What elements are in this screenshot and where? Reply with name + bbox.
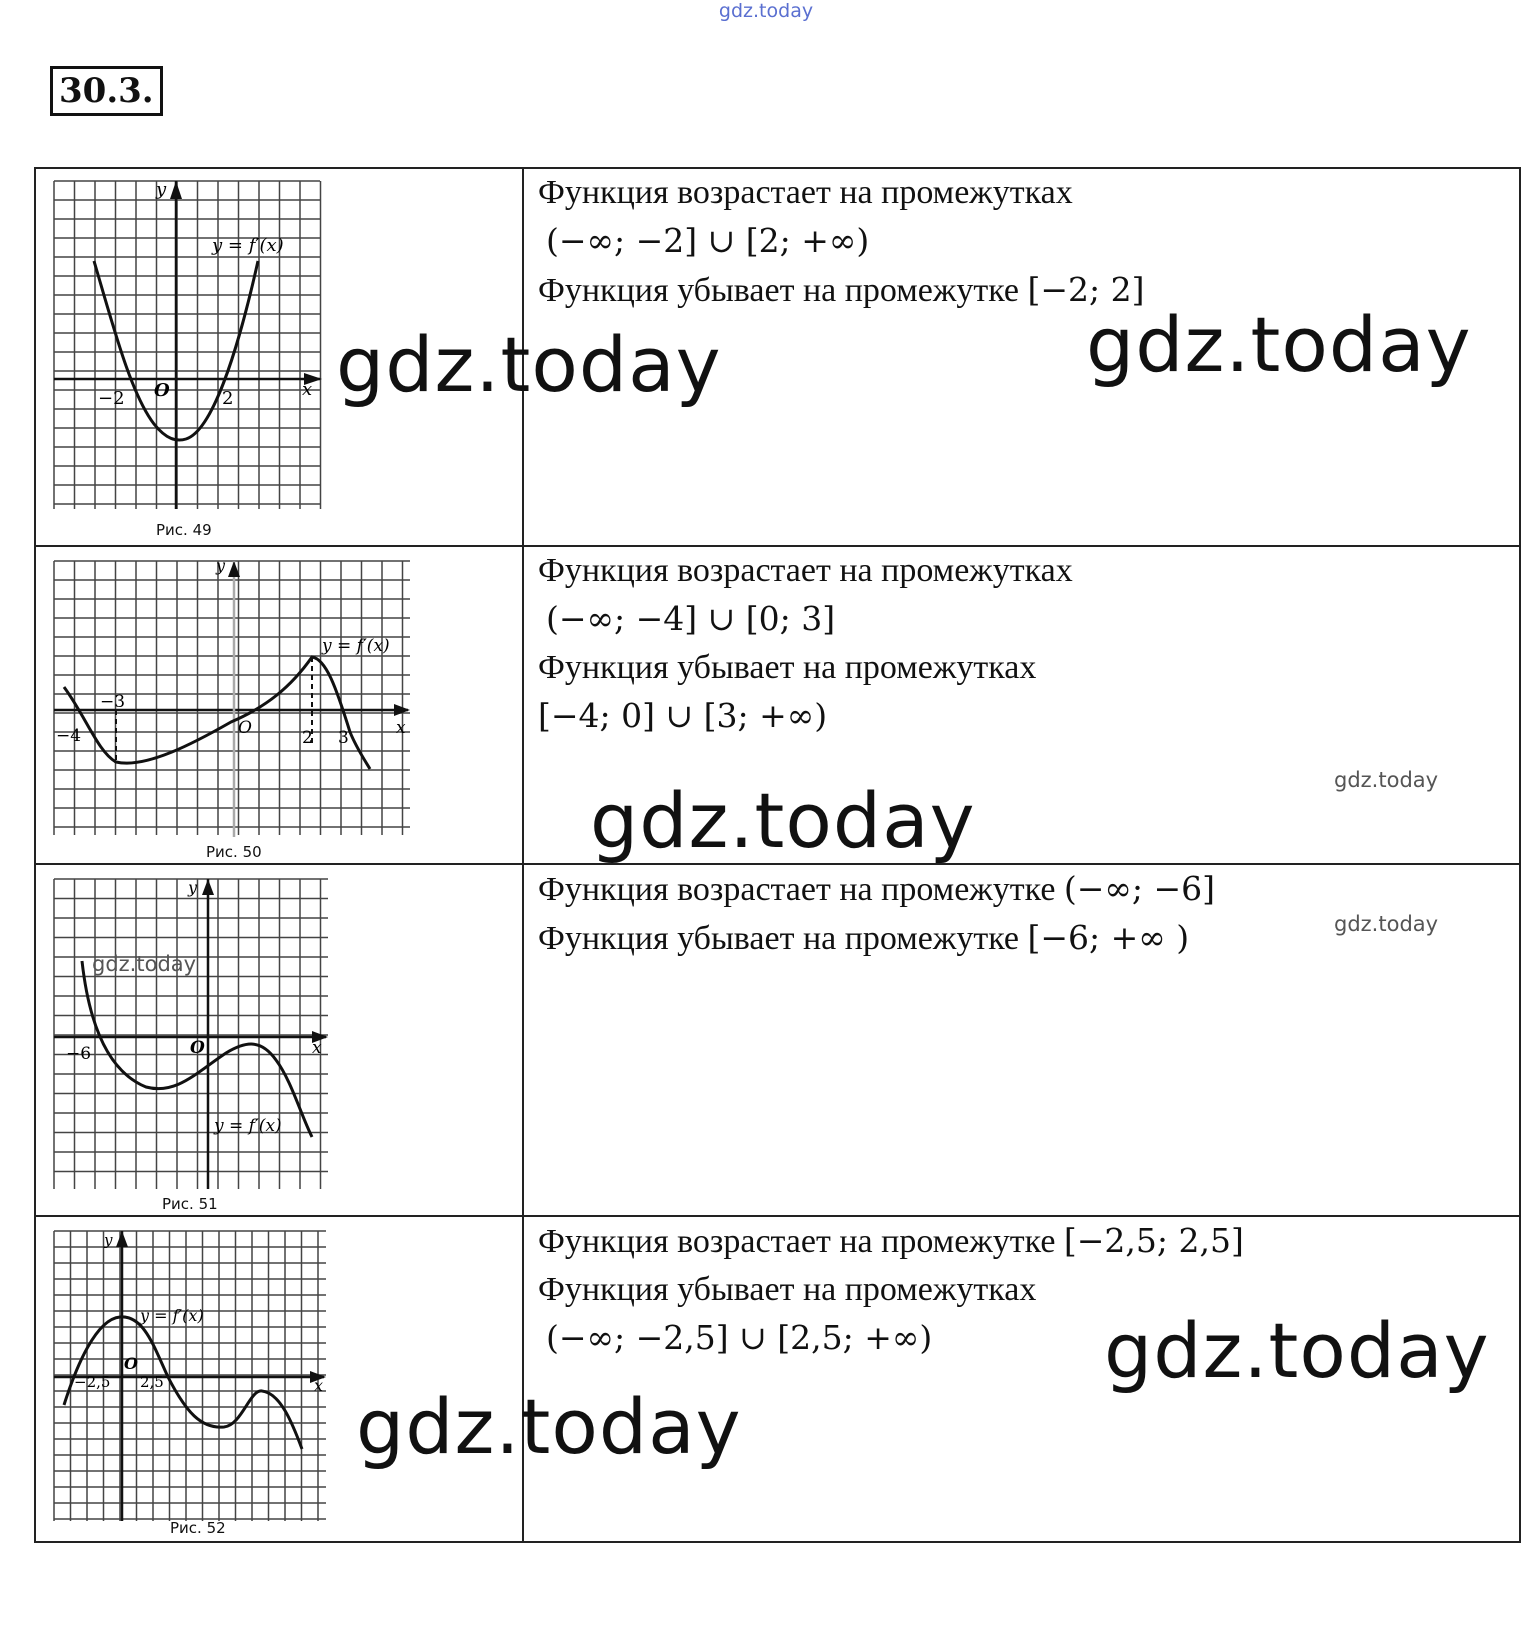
watermark: gdz.today	[92, 952, 197, 976]
graph-fig-50	[36, 547, 522, 863]
watermark: gdz.today	[1104, 1306, 1490, 1395]
graph-fig-51	[36, 865, 522, 1215]
curve-label: y = f′(x)	[322, 636, 390, 656]
answer-line-2: Функция убывает на промежутках	[538, 1271, 1037, 1308]
answer-line-4: [−4; 0] ∪ [3; +∞)	[538, 696, 828, 735]
tick-label: y	[216, 556, 226, 575]
grid	[54, 181, 321, 509]
curve-label: y = f′(x)	[140, 1306, 204, 1325]
answer-line-3: Функция убывает на промежутках	[538, 649, 1037, 686]
y-axis-arrow	[116, 1231, 128, 1247]
tick-label: y	[188, 878, 198, 897]
answer-line-2: (−∞; −4] ∪ [0; 3]	[546, 599, 836, 638]
tick-label: y	[104, 1231, 113, 1249]
graph-cell	[35, 864, 523, 1216]
watermark: gdz.today	[590, 776, 976, 865]
y-axis-arrow	[170, 181, 182, 199]
watermark: gdz.today	[1334, 912, 1439, 936]
tick-label: O	[154, 380, 170, 401]
tick-label: x	[396, 718, 406, 738]
graph-cell	[35, 1216, 523, 1542]
tick-label: O	[124, 1354, 138, 1373]
figure-caption: Рис. 52	[170, 1519, 226, 1537]
tick-label: y	[156, 179, 167, 200]
tick-label: O	[190, 1038, 205, 1058]
table-row	[35, 864, 1520, 1216]
tick-label: O	[238, 718, 252, 738]
figure-caption: Рис. 51	[162, 1195, 218, 1213]
tick-label: −3	[100, 692, 126, 712]
tick-label: x	[312, 1038, 322, 1058]
tick-label: −2,5	[74, 1373, 111, 1391]
grid	[54, 879, 328, 1189]
tick-label: −4	[56, 726, 82, 746]
watermark: gdz.today	[1086, 300, 1472, 389]
figure-caption: Рис. 49	[156, 521, 212, 539]
tick-label: 2	[302, 728, 313, 748]
top-watermark: gdz.today	[718, 0, 814, 22]
tick-label: 2,5	[140, 1373, 164, 1391]
tick-label: 2	[222, 388, 234, 409]
figure-caption: Рис. 50	[206, 843, 262, 861]
curve-label: y = f′(x)	[212, 235, 284, 256]
watermark: gdz.today	[356, 1382, 742, 1471]
y-axis-arrow	[202, 879, 214, 895]
tick-label: x	[314, 1376, 324, 1395]
tick-label: −6	[66, 1044, 92, 1064]
answer-line-1: Функция возрастает на промежутке (−∞; −6]	[538, 869, 1216, 908]
answer-line-2: Функция убывает на промежутке [−6; +∞ )	[538, 918, 1190, 957]
watermark: gdz.today	[1334, 768, 1439, 792]
graph-fig-52	[36, 1217, 522, 1541]
answer-line-2: (−∞; −2] ∪ [2; +∞)	[546, 221, 870, 260]
answer-line-3: (−∞; −2,5] ∪ [2,5; +∞)	[546, 1318, 933, 1357]
answer-line-1: Функция возрастает на промежутках	[538, 174, 1073, 211]
watermark: gdz.today	[336, 320, 722, 409]
tick-label: −2	[98, 388, 125, 409]
tick-label: 3	[338, 728, 349, 748]
tick-label: x	[302, 379, 313, 400]
answer-line-1: Функция возрастает на промежутке [−2,5; 2,5]	[538, 1221, 1244, 1260]
answer-line-3: Функция убывает на промежутке [−2; 2]	[538, 270, 1145, 309]
graph-cell	[35, 546, 523, 864]
answer-line-1: Функция возрастает на промежутках	[538, 552, 1073, 589]
task-number: 30.3.	[50, 66, 163, 116]
curve-label: y = f′(x)	[214, 1116, 282, 1136]
